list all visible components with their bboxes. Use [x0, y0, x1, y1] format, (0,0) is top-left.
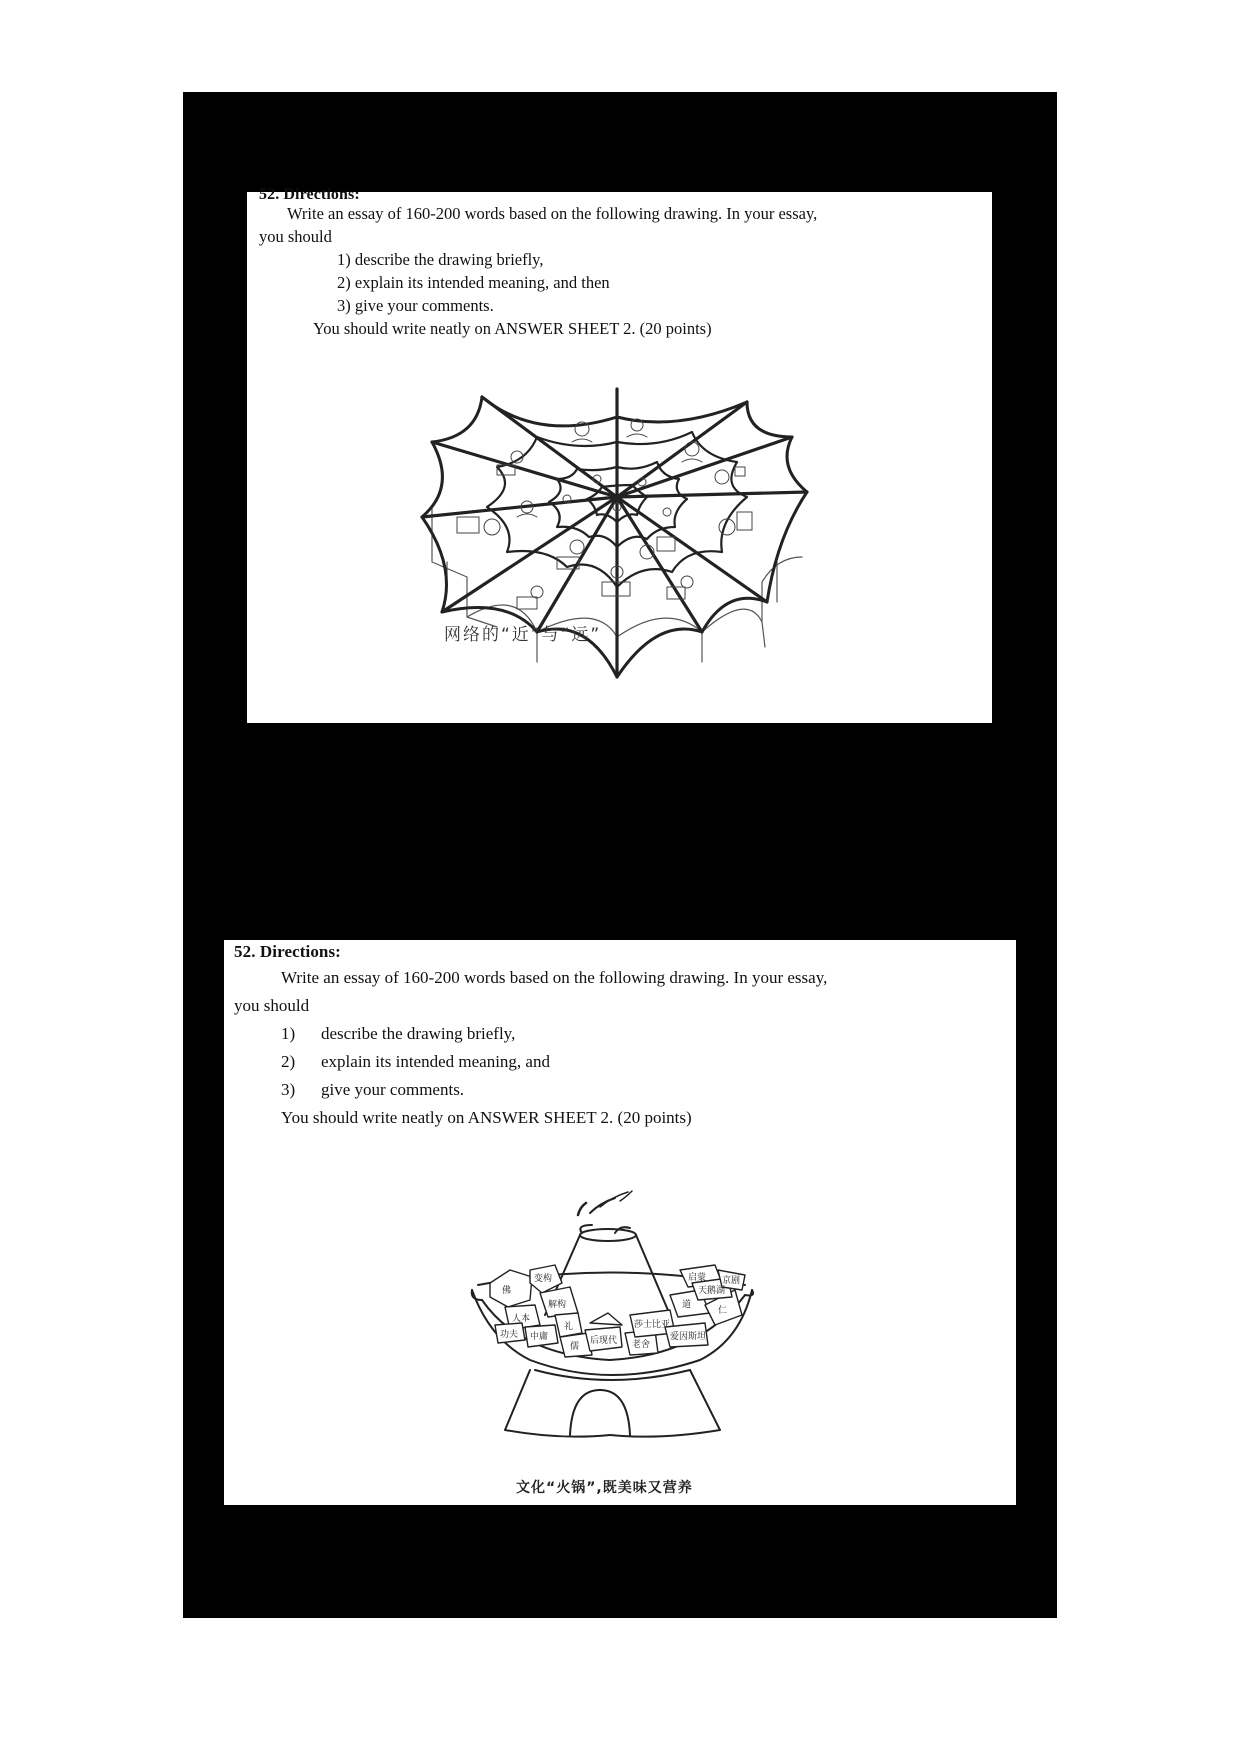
- intro-line: Write an essay of 160-200 words based on the following drawing. In your essay,: [287, 204, 818, 223]
- list-item-number: 3): [337, 296, 351, 315]
- answer-sheet-instruction: You should write neatly on ANSWER SHEET 2. (20 points): [281, 1108, 692, 1127]
- ingredient-label: 变构: [534, 1274, 553, 1284]
- intro-line-continued: you should: [259, 227, 332, 246]
- list-item: [281, 1024, 515, 1044]
- intro-line: Write an essay of 160-200 words based on the following drawing. In your essay,: [281, 968, 828, 987]
- ingredient-label: 莎士比亚: [634, 1320, 671, 1330]
- ingredient-label: 中庸: [530, 1332, 549, 1342]
- list-item: [281, 1052, 550, 1072]
- list-item-text: explain its intended meaning, and: [321, 1052, 550, 1071]
- drawing-caption: 网络的“近”与“远”: [444, 625, 602, 645]
- list-item-number: 3): [281, 1080, 296, 1099]
- ingredient-label: 道: [682, 1300, 692, 1310]
- ingredient-label: 天鹅湖: [698, 1286, 726, 1296]
- list-item: [337, 296, 494, 316]
- ingredient-label: 礼: [564, 1322, 574, 1332]
- question-card-hotpot: [224, 940, 1016, 1505]
- question-heading: 52. Directions:: [259, 186, 360, 203]
- ingredient-label: 启蒙: [688, 1273, 707, 1283]
- list-item: [281, 1080, 464, 1100]
- ingredient-label: 功夫: [500, 1330, 519, 1340]
- list-item-text: explain its intended meaning, and then: [354, 273, 610, 292]
- ingredient-label: 京剧: [722, 1276, 741, 1286]
- list-item-text: give your comments.: [321, 1080, 465, 1099]
- list-item-number: 2): [337, 273, 351, 292]
- list-item-text: give your comments.: [354, 296, 494, 315]
- question-card-web: [247, 186, 992, 723]
- list-item-text: describe the drawing briefly,: [321, 1024, 516, 1043]
- ingredient-label: 解构: [548, 1300, 567, 1310]
- list-item-number: 1): [281, 1024, 296, 1043]
- list-item-text: describe the drawing briefly,: [354, 250, 544, 269]
- intro-line-continued: you should: [234, 996, 310, 1015]
- question-heading: 52. Directions:: [234, 942, 341, 961]
- ingredient-label: 佛: [502, 1286, 512, 1296]
- ingredient-label: 仁: [718, 1306, 728, 1316]
- list-item-number: 1): [337, 250, 351, 269]
- ingredient-label: 后现代: [590, 1336, 618, 1346]
- ingredient-label: 老舍: [632, 1340, 651, 1350]
- list-item-number: 2): [281, 1052, 296, 1071]
- list-item: [337, 250, 543, 270]
- answer-sheet-instruction: You should write neatly on ANSWER SHEET 2. (20 points): [313, 319, 712, 338]
- ingredient-label: 爱因斯坦: [670, 1332, 707, 1342]
- list-item: [337, 273, 610, 293]
- ingredient-label: 儒: [570, 1342, 580, 1352]
- drawing-caption: 文化“火锅”,既美味又营养: [516, 1480, 693, 1496]
- ingredient-label: 人本: [512, 1314, 531, 1324]
- hotpot-drawing: [460, 1165, 770, 1470]
